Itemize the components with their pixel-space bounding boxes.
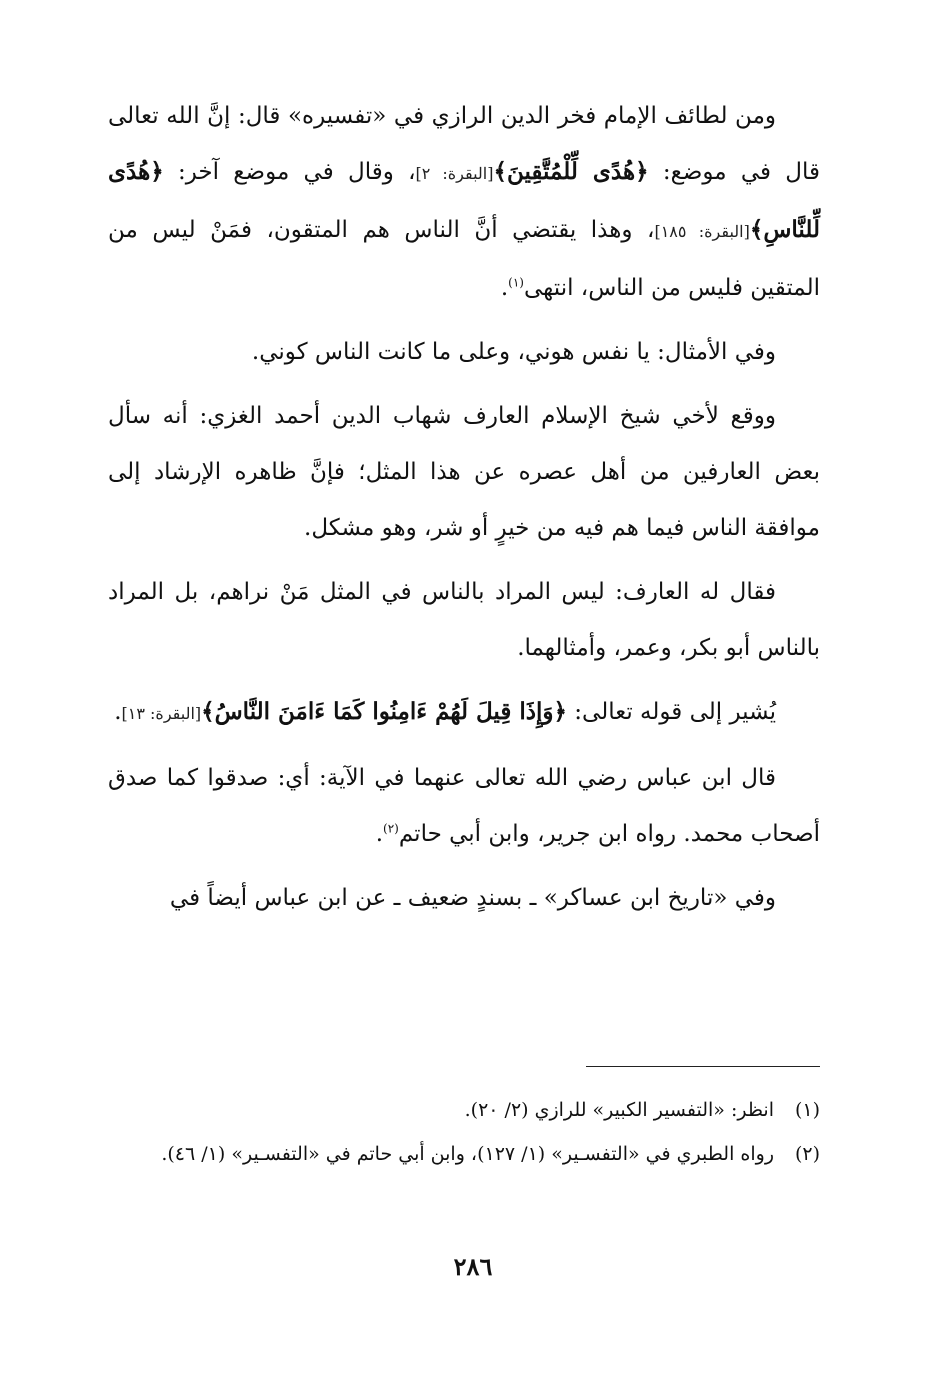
paragraph-text: يُشير إلى قوله تعالى: bbox=[566, 699, 776, 725]
verse-citation: [البقرة: ٢] bbox=[415, 164, 494, 183]
page-number: ٢٨٦ bbox=[453, 1252, 493, 1281]
verse-citation: [البقرة: ١٨٥] bbox=[654, 222, 750, 241]
verse-bracket-open: ﴿ bbox=[553, 698, 567, 725]
verse-bracket-open: ﴿ bbox=[635, 158, 649, 185]
paragraph-arif-reply: فقال له العارف: ليس المراد بالناس في المثل مَنْ نراهم، بل المراد بالناس أبو بكر، وعمر، وأمثالهما. bbox=[108, 579, 820, 661]
paragraph-ghazzi: ووقع لأخي شيخ الإسلام العارف شهاب الدين أحمد الغزي: أنه سأل بعض العارفين من أهل عصره عن هذا المثل؛ فإنَّ ظاهره الإرشاد إلى موافقة الناس فيما هم فيه من خيرٍ أو شر، وهو مشكل. bbox=[108, 403, 820, 541]
verse-bracket-close: ﴾ bbox=[201, 698, 215, 725]
footnote-number: (١) bbox=[794, 1099, 820, 1121]
paragraph-razi bbox=[108, 88, 820, 316]
paragraph-text: ، وهذا يقتضي أنَّ الناس هم المتقون، فمَنْ ليس من المتقين فليس من الناس، انتهى bbox=[108, 217, 820, 301]
verse-bracket-close: ﴾ bbox=[749, 216, 764, 243]
footnote-divider bbox=[586, 1066, 820, 1067]
page-body bbox=[108, 88, 820, 926]
footnote-item bbox=[108, 1132, 820, 1176]
footnote-number: (٢) bbox=[794, 1143, 820, 1165]
paragraph-text: قال ابن عباس رضي الله تعالى عنهما في الآية: أي: صدقوا كما صدق أصحاب محمد. رواه ابن جرير، وابن أبي حاتم bbox=[108, 765, 820, 847]
footnote-ref[interactable]: (١) bbox=[508, 275, 524, 290]
footnotes bbox=[108, 1088, 820, 1176]
paragraph-ibn-asakir: وفي «تاريخ ابن عساكر» ـ بسندٍ ضعيف ـ عن ابن عباس أيضاً في bbox=[169, 885, 776, 911]
footnote-text: انظر: «التفسير الكبير» للرازي (٢/ ٢٠). bbox=[464, 1099, 774, 1121]
paragraph-end: . bbox=[375, 821, 384, 847]
paragraph-proverb: وفي الأمثال: يا نفس هوني، وعلى ما كانت الناس كوني. bbox=[251, 339, 776, 365]
verse-bracket-close: ﴾ bbox=[493, 158, 507, 185]
footnote-item bbox=[108, 1088, 820, 1132]
verse-citation: [البقرة: ١٣] bbox=[121, 704, 202, 723]
paragraph-text: ومن لطائف الإمام فخر الدين الرازي في «تفسيره» قال: إنَّ الله تعالى قال في موضع: bbox=[108, 103, 820, 185]
quran-verse: هُدًى لِّلنَّاسِ bbox=[108, 158, 820, 243]
footnote-ref[interactable]: (٢) bbox=[383, 821, 399, 836]
paragraph-end: . bbox=[500, 275, 509, 301]
footnote-text: رواه الطبري في «التفسـير» (١/ ١٢٧)، وابن أبي حاتم في «التفسـير» (١/ ٤٦). bbox=[161, 1143, 774, 1165]
paragraph-end: . bbox=[114, 699, 122, 725]
quran-verse: هُدًى لِّلْمُتَّقِينَ bbox=[506, 158, 636, 185]
verse-bracket-open: ﴿ bbox=[150, 158, 164, 185]
quran-verse: وَإِذَا قِيلَ لَهُمْ ءَامِنُوا كَمَا ءَامَنَ النَّاسُ bbox=[214, 698, 554, 725]
paragraph-verse-reference bbox=[108, 684, 820, 742]
paragraph-ibn-abbas bbox=[108, 750, 820, 862]
paragraph-text: ، وقال في موضع آخر: bbox=[163, 159, 416, 185]
